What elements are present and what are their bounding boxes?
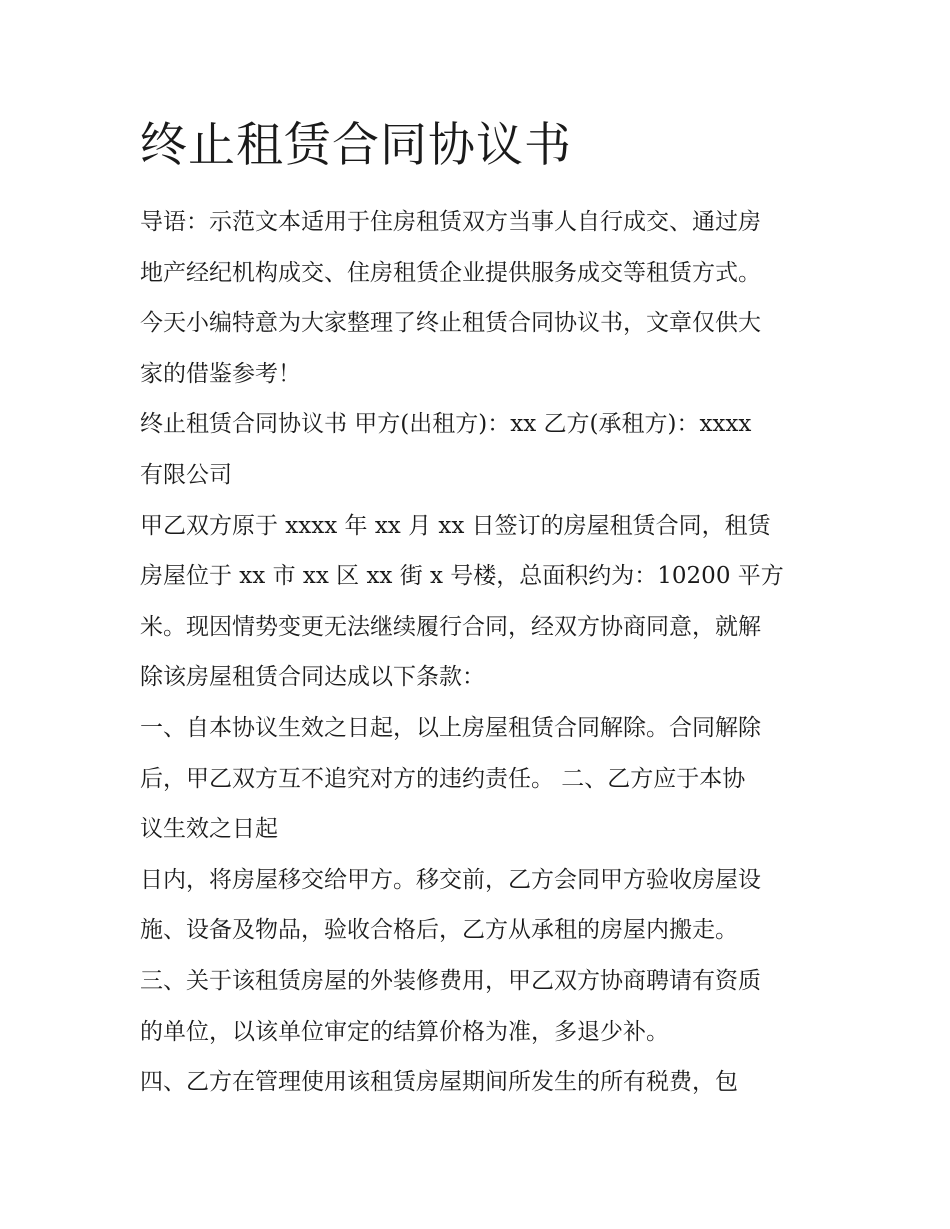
body-line-11: 一、自本协议生效之日起，以上房屋租赁合同解除。合同解除 xyxy=(140,714,761,741)
body-line-9: 米。现因情势变更无法继续履行合同，经双方协商同意，就解 xyxy=(140,613,761,640)
body-line-1: 导语：示范文本适用于住房租赁双方当事人自行成交、通过房 xyxy=(140,209,761,235)
body-line-8: 房屋位于 xx 市 xx 区 xx 街 x 号楼，总面积约为：10200 平方 xyxy=(140,563,784,590)
document-title: 终止租赁合同协议书 xyxy=(140,118,572,173)
body-line-14: 日内，将房屋移交给甲方。移交前，乙方会同甲方验收房屋设 xyxy=(140,866,761,893)
body-line-13: 议生效之日起 xyxy=(140,816,278,843)
body-line-12: 后，甲乙双方互不追究对方的违约责任。 二、乙方应于本协 xyxy=(140,765,746,792)
body-line-7: 甲乙双方原于 xxxx 年 xx 月 xx 日签订的房屋租赁合同，租赁 xyxy=(140,512,771,539)
body-line-4: 家的借鉴参考！ xyxy=(140,360,301,387)
body-line-3: 今天小编特意为大家整理了终止租赁合同协议书，文章仅供大 xyxy=(140,310,761,337)
body-line-2: 地产经纪机构成交、住房租赁企业提供服务成交等租赁方式。 xyxy=(140,259,761,286)
body-line-6: 有限公司 xyxy=(140,461,232,488)
body-line-10: 除该房屋租赁合同达成以下条款： xyxy=(140,664,485,691)
body-line-17: 的单位，以该单位审定的结算价格为准，多退少补。 xyxy=(140,1018,669,1045)
body-line-16: 三、关于该租赁房屋的外装修费用，甲乙双方协商聘请有资质 xyxy=(140,967,761,994)
body-line-18: 四、乙方在管理使用该租赁房屋期间所发生的所有税费，包 xyxy=(140,1069,738,1096)
document-body xyxy=(140,197,820,1108)
body-line-5: 终止租赁合同协议书 甲方(出租方)：xx 乙方(承租方)：xxxx xyxy=(140,411,752,438)
body-line-15: 施、设备及物品，验收合格后，乙方从承租的房屋内搬走。 xyxy=(140,917,738,944)
